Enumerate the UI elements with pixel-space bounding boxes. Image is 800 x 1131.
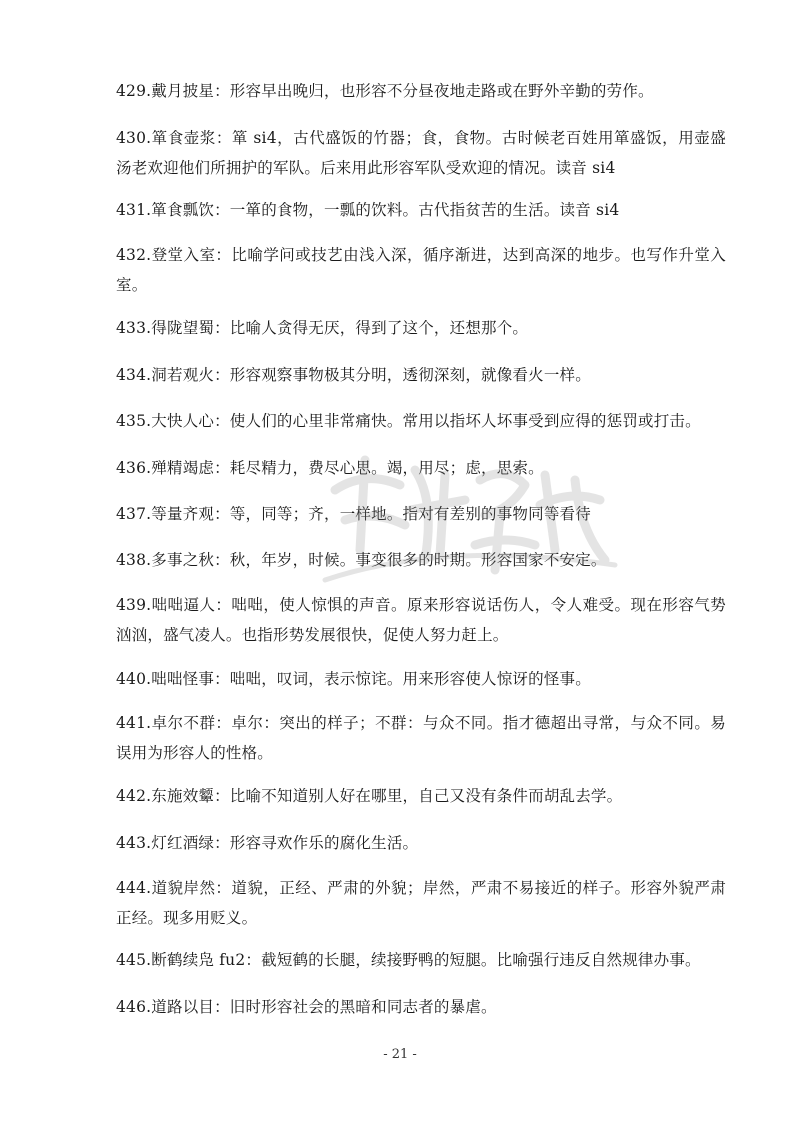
- entry-430: 430.箪食壶浆：箪 si4，古代盛饭的竹器；食，食物。古时候老百姓用箪盛饭，用壶盛汤老欢迎他们所拥护的军队。后来用此形容军队受欢迎的情况。读音 si4: [116, 129, 726, 177]
- entry-438: 438.多事之秋：秋，年岁，时候。事变很多的时期。形容国家不安定。: [116, 551, 607, 569]
- page-number: - 21 -: [383, 1047, 417, 1062]
- entry-446: 446.道路以目：旧时形容社会的黑暗和同志者的暴虐。: [116, 998, 497, 1016]
- entry-442: 442.东施效颦：比喻不知道别人好在哪里，自己又没有条件而胡乱去学。: [116, 787, 623, 805]
- entry-441: 441.卓尔不群：卓尔：突出的样子；不群：与众不同。指才德超出寻常，与众不同。易误用为形容人的性格。: [116, 714, 726, 762]
- entry-432: 432.登堂入室：比喻学问或技艺由浅入深，循序渐进，达到高深的地步。也写作升堂入室。: [116, 246, 726, 294]
- entry-444: 444.道貌岸然：道貌，正经、严肃的外貌；岸然，严肃不易接近的样子。形容外貌严肃正经。现多用贬义。: [116, 879, 726, 927]
- entry-443: 443.灯红酒绿：形容寻欢作乐的腐化生活。: [116, 834, 419, 852]
- entry-435: 435.大快人心：使人们的心里非常痛快。常用以指坏人坏事受到应得的惩罚或打击。: [116, 412, 701, 430]
- entry-437: 437.等量齐观：等，同等；齐，一样地。指对有差别的事物同等看待: [116, 505, 591, 523]
- entry-440: 440.咄咄怪事：咄咄，叹词，表示惊诧。用来形容使人惊讶的怪事。: [116, 670, 591, 688]
- entry-436: 436.殚精竭虑：耗尽精力，费尽心思。竭，用尽；虑，思索。: [116, 459, 544, 477]
- entry-434: 434.洞若观火：形容观察事物极其分明，透彻深刻，就像看火一样。: [116, 366, 591, 384]
- entry-429: 429.戴月披星：形容早出晚归，也形容不分昼夜地走路或在野外辛勤的劳作。: [116, 82, 654, 100]
- entry-439: 439.咄咄逼人：咄咄，使人惊惧的声音。原来形容说话伤人，令人难受。现在形容气势汹汹，盛气凌人。也指形势发展很快，促使人努力赶上。: [116, 596, 726, 644]
- entry-433: 433.得陇望蜀：比喻人贪得无厌，得到了这个，还想那个。: [116, 319, 529, 337]
- entry-431: 431.箪食瓢饮：一箪的食物，一瓢的饮料。古代指贫苦的生活。读音 si4: [116, 201, 620, 219]
- entry-445: 445.断鹤续凫 fu2：截短鹤的长腿，续接野鸭的短腿。比喻强行违反自然规律办事。: [116, 951, 701, 969]
